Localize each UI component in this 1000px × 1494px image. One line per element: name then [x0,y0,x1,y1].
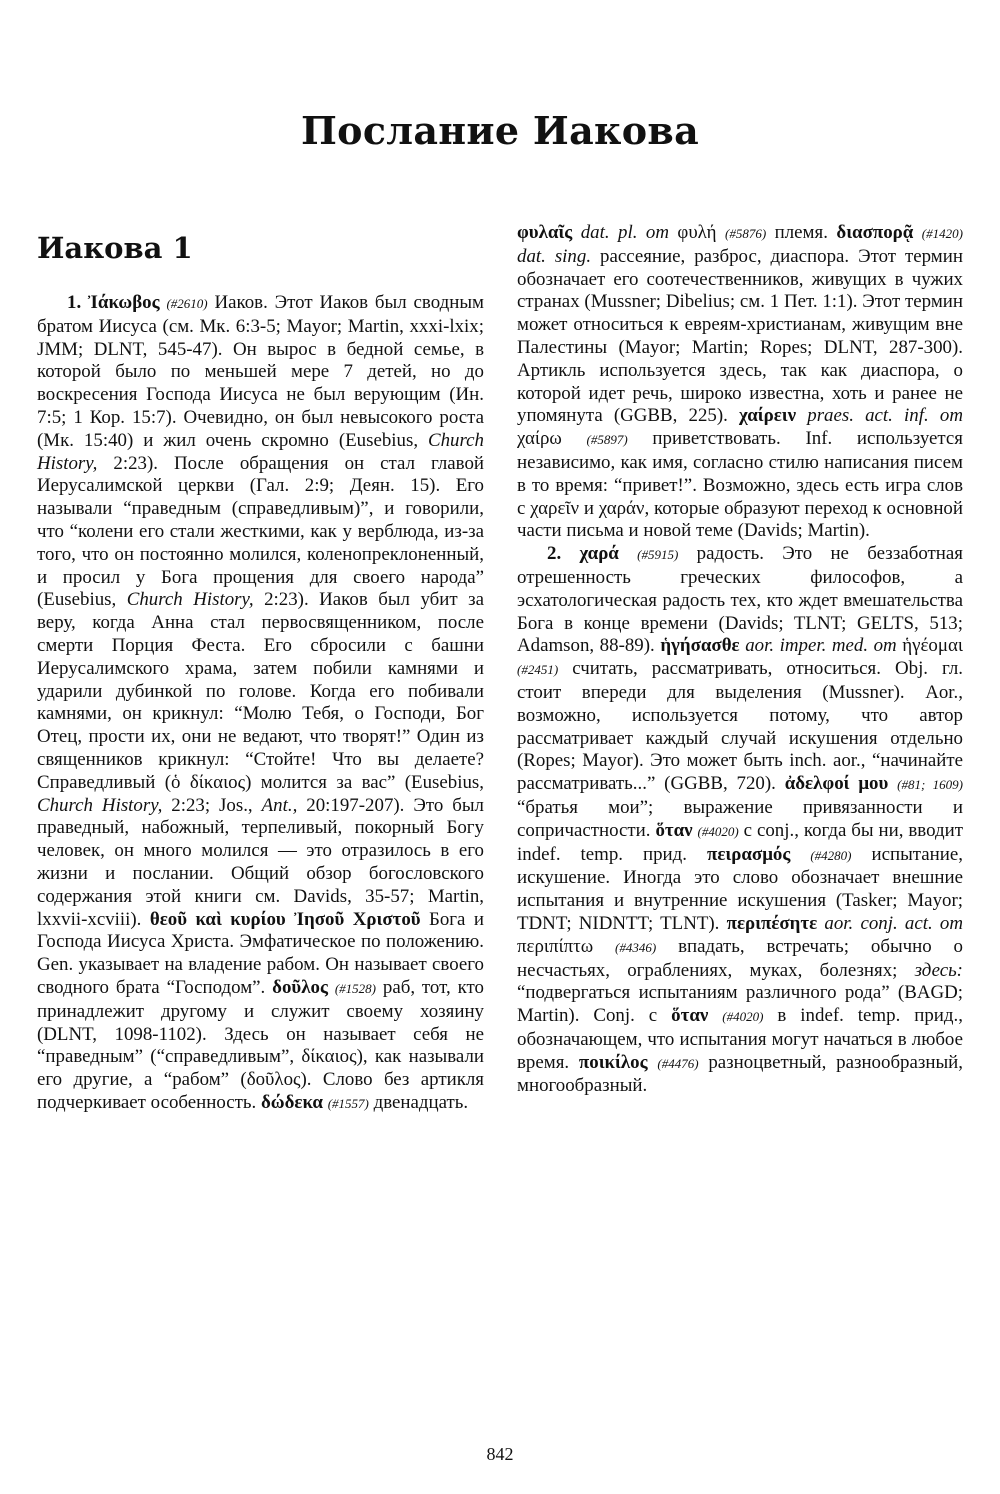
strong-number: (#4346) [615,939,657,955]
greek-term: ὅταν [655,819,693,841]
italic-text: aor. imper. med. от [745,635,897,657]
body-text: φυλή [677,222,717,243]
strong-number: (#5897) [586,432,628,448]
body-text: впадать, встречать; обычно о несчастьях, ограблениях, муках, болезнях; [517,935,963,981]
body-text: Иаков. Этот Иаков был сводным братом Иисуса (см. Мк. 6:3-5; Mayor; Martin, xxxi-lxix; JMM; DLNT, 545-47). Он вырос в бедной семье, в которой было по меньшей мере 7 детей, но до воскресения Господа Иисуса не был верующим (Ин. 7:5; 1 Кор. 15:7). Очевидно, он был невысокого роста (Мк. 15:40) и жил очень скромно (Eusebius, [37,292,484,451]
body-text: раб, тот, кто принадлежит другому и служит своему хозяину (DLNT, 1098-1102). Здесь он называет себя не “праведным” (“справедливым”, δίκαιος), как называли его другие, а “рабом” (δοῦλος). Слово без артикля подчеркивает особенность. [37,976,484,1113]
italic-text: Church History, [126,589,254,611]
strong-number: (#2610) [166,296,208,311]
body-text: 2:23). После обращения он стал главой Иерусалимской церкви (Гал. 2:9; Деян. 15). Его называли “праведным (справедливым)”, и говорили, что “колени его стали жесткими, как у верблюда, из-за того, что он постоянно молился, коленопреклоненный, и просил у Бога прощения для своего народа” (Eusebius, [37,452,484,611]
greek-term: δοῦλος [272,976,328,998]
strong-number: (#1420) [921,226,963,241]
body-text: 2:23; Jos., [171,794,253,816]
greek-term: πειρασμός [706,843,791,865]
greek-term: θεοῦ καὶ κυρίου Ἰησοῦ Χριστοῦ [149,908,421,930]
body-text: двенадцать. [373,1091,469,1113]
page-number: 842 [486,1444,514,1464]
verse-number: 1. [67,292,82,313]
greek-term: διασπορᾷ [836,222,914,243]
body-text: испытание, искушение. Иногда это слово обозначает внешние испытания и внутренние искушения (Tasker; Mayor; TDNT; NIDNTT; TLNT). [517,843,963,934]
italic-text: dat. sing. [517,245,592,267]
body-text: Бога и Господа Иисуса Христа. Эмфатическое по положению. Gen. указывает на владение рабом. Он называет своего сводного брата “Господом”. [37,908,484,998]
body-text: считать, рассматривать, относиться. Obj. гл. стоит впереди для выделения (Mussner). Aor., возможно, используется потому, что автор рассматривает каждый случай искушения отдельно (Ropes; Mayor). Это может быть inch. aor., “начинайте рассматривать...” (GGBB, 720). [517,658,963,795]
body-text: рассеяние, разброс, диаспора. Этот термин обозначает его соотечественников, живущих в чужих странах (Mussner; Dibelius; см. 1 Пет. 1:1). Этот термин может относиться к евреям-христианам, живущим вне Палестины (Mayor; Martin; Ropes; DLNT, 287-300). Артикль используется здесь, так как диаспора, о которой идет речь, широко известна, хоть и ранее не упомянута (GGBB, 225). [517,245,963,427]
greek-term: φυλαῖς [517,222,573,243]
greek-term: χαίρειν [739,405,797,427]
body-text: в indef. temp. прид., обозначающем, что испытания могут начаться в любое время. [517,1005,963,1073]
italic-text: praes. act. inf. от [807,405,963,427]
body-text: “подвергаться испытаниям различного рода” (BAGD; Martin). Conj. с [517,982,963,1027]
greek-term: Ἰάκωβος [88,292,160,313]
italic-text: dat. pl. от [580,222,669,243]
italic-text: Church History, [37,794,163,816]
strong-number: (#1557) [327,1095,369,1111]
body-text: радость. Это не беззаботная отрешенность греческих философов, а эсхатологическая радость тех, кто ждет вмешательства Бога в конце времени (Davids; TLNT; GELTS, 513; Adamson, 88-89). [517,543,963,657]
strong-number: (#4280) [810,847,852,863]
body-text: разноцветный, разнообразный, многообразный. [517,1051,963,1097]
italic-text: Church History, [37,429,484,474]
strong-number: (#4020) [722,1009,764,1025]
body-text: с conj., когда бы ни, вводит indef. temp. прид. [517,819,963,865]
verse-2-paragraph [517,543,963,1098]
body-text: χαίρω [517,428,562,450]
strong-number: (#5876) [725,226,767,241]
italic-text: здесь: [914,959,963,981]
greek-term: ἀδελφοί μου [784,773,889,795]
verse-number: 2. [547,543,562,565]
greek-term: χαρά [579,543,619,565]
body-text: ἡγέομαι [902,635,963,657]
strong-number: (#2451) [517,662,559,678]
strong-number: (#1528) [334,980,376,996]
body-text: племя. [774,222,828,243]
italic-text: aor. conj. act. от [824,912,963,934]
greek-term: ὅταν [671,1005,709,1027]
greek-term: ἡγήσασθε [660,635,740,657]
verse-1-paragraph [37,292,484,1116]
verse-1-continuation [517,222,963,543]
strong-number: (#4020) [697,823,739,839]
body-text: 2:23). Иаков был убит за веру, когда Анна стал первосвященником, после смерти Порция Феста. Его сбросили с башни Иерусалимского храма, затем побили камнями и ударили дубинкой по голове. Когда его побивали камнями, он крикнул: “Молю Тебя, о Господи, Бог Отец, прости их, они не ведают, что творят!” Один из священников крикнул: “Стойте! Что вы делаете? Справедливый (ὁ δίκαιος) молится за вас” (Eusebius, [37,589,484,793]
right-column [517,222,963,1098]
body-text: “братья мои”; выражение привязанности и сопричастности. [517,796,963,841]
body-text: приветствовать. Inf. используется независимо, как имя, согласно стилю написания писем в то время: “привет!”. Возможно, здесь есть игра слов с χαρεῖν и χαράν, которые образуют переход к основной части письма и новой теме (Davids; Martin). [517,428,963,542]
greek-term: περιπέσητε [726,912,818,934]
strong-number: (#81; 1609) [897,777,963,793]
strong-number: (#5915) [637,547,679,563]
strong-number: (#4476) [657,1055,699,1071]
greek-term: δώδεκα [261,1091,323,1113]
greek-term: ποικίλος [578,1051,648,1073]
page-title: Послание Иакова [300,108,700,153]
body-text: 20:197-207). Это был праведный, набожный, терпеливый, покорный Богу человек, он много молился — это отразилось в его жизни и послании. Общий обзор богословского содержания этой книги см. Davids, 35-57; Martin, lxxvii-xcviii). [37,794,484,930]
italic-text: Ant., [261,794,298,816]
body-text: περιπίπτω [517,935,594,957]
left-column [37,292,484,1116]
chapter-heading: Иакова 1 [37,231,193,265]
